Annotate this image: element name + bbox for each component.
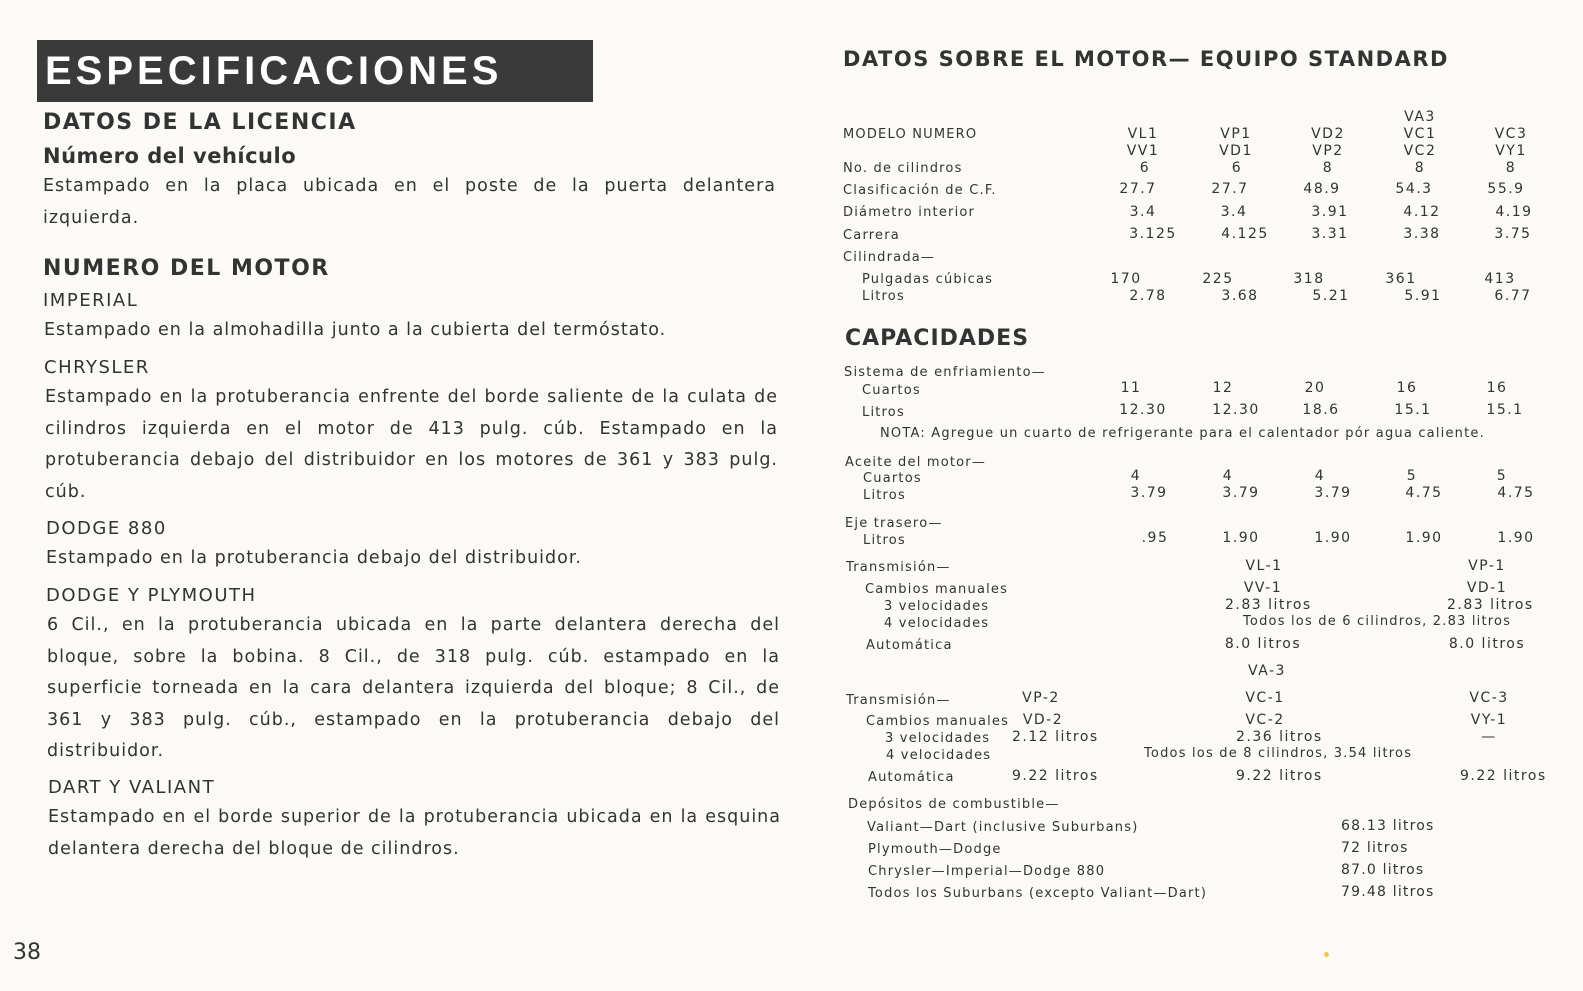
model-number-label: MODELO NUMERO bbox=[843, 127, 978, 142]
oil-quarts-value: 4 bbox=[1130, 468, 1142, 484]
chrysler-heading: CHRYSLER bbox=[44, 357, 150, 378]
dodge-plymouth-heading: DODGE Y PLYMOUTH bbox=[46, 585, 257, 606]
trans1-3speed-a: 2.83 litros bbox=[1225, 597, 1312, 613]
axle-liters-value: .95 bbox=[1141, 530, 1169, 546]
model-col1-line1: VL1 bbox=[1127, 126, 1159, 142]
trans1-model-b1: VP-1 bbox=[1468, 558, 1506, 574]
four-speed-label: 4 velocidades bbox=[884, 616, 990, 631]
manual-label-2: Cambios manuales bbox=[866, 714, 1010, 729]
trans2-model-d0: VA-3 bbox=[1248, 663, 1286, 679]
liters-value: 2.78 bbox=[1129, 288, 1167, 304]
oil-quarts-value: 5 bbox=[1406, 468, 1418, 484]
dart-valiant-heading: DART Y VALIANT bbox=[48, 777, 216, 798]
dodge880-text: Estampado en la protuberancia debajo del distribuidor. bbox=[46, 548, 582, 568]
fuel-tank-value: 87.0 litros bbox=[1341, 862, 1425, 878]
model-col2-line2: VD1 bbox=[1219, 143, 1253, 159]
displacement-label: Cilindrada— bbox=[843, 250, 936, 265]
axle-liters-value: 1.90 bbox=[1497, 530, 1535, 546]
trans2-4speed-note: Todos los de 8 cilindros, 3.54 litros bbox=[1144, 746, 1413, 761]
model-col3-line2: VP2 bbox=[1312, 143, 1344, 159]
trans1-4speed-note: Todos los de 6 cilindros, 2.83 litros bbox=[1243, 614, 1512, 629]
cylinders-label: No. de cilindros bbox=[843, 161, 963, 176]
cooling-liters-value: 18.6 bbox=[1302, 402, 1340, 418]
vehicle-number-text: Estampado en la placa ubicada en el poste de la puerta delantera izquierda. bbox=[43, 176, 776, 228]
cooling-liters-value: 15.1 bbox=[1486, 402, 1524, 418]
cooling-liters-value: 15.1 bbox=[1394, 402, 1432, 418]
bore-label: Diámetro interior bbox=[843, 205, 976, 220]
automatic-label: Automática bbox=[866, 638, 953, 653]
axle-liters-label: Litros bbox=[863, 533, 906, 548]
bore-value: 3.4 bbox=[1220, 204, 1248, 220]
cylinders-value: 6 bbox=[1139, 160, 1151, 176]
fuel-tank-name: Chrysler—Imperial—Dodge 880 bbox=[868, 864, 1106, 879]
heater-note: NOTA: Agregue un cuarto de refrigerante para el calentador pór agua caliente. bbox=[880, 426, 1485, 441]
axle-liters-value: 1.90 bbox=[1314, 530, 1352, 546]
cylinders-value: 8 bbox=[1505, 160, 1517, 176]
fuel-tank-name: Valiant—Dart (inclusive Suburbans) bbox=[867, 820, 1139, 835]
manual-label: Cambios manuales bbox=[865, 582, 1009, 597]
oil-liters-value: 3.79 bbox=[1130, 485, 1168, 501]
cooling-liters-value: 12.30 bbox=[1119, 402, 1167, 418]
automatic-label-2: Automática bbox=[868, 770, 955, 785]
engine-oil-label: Aceite del motor— bbox=[845, 455, 987, 470]
cooling-liters-value: 12.30 bbox=[1212, 402, 1260, 418]
cooling-quarts-value: 11 bbox=[1120, 380, 1142, 396]
cubic-inches-value: 413 bbox=[1484, 271, 1516, 287]
cylinders-value: 8 bbox=[1414, 160, 1426, 176]
fuel-tank-value: 79.48 litros bbox=[1341, 884, 1435, 900]
cubic-inches-value: 318 bbox=[1293, 271, 1325, 287]
oil-liters-value: 3.79 bbox=[1314, 485, 1352, 501]
fuel-tank-value: 68.13 litros bbox=[1341, 818, 1435, 834]
cubic-inches-value: 361 bbox=[1385, 271, 1417, 287]
trans2-model-e1: VC-3 bbox=[1469, 690, 1509, 706]
hp-value: 54.3 bbox=[1395, 181, 1433, 197]
trans1-model-a2: VV-1 bbox=[1243, 580, 1283, 596]
trans2-auto-c: 9.22 litros bbox=[1012, 768, 1099, 784]
trans2-auto-e: 9.22 litros bbox=[1460, 768, 1547, 784]
trans2-model-c2: VD-2 bbox=[1022, 712, 1064, 728]
oil-liters-value: 4.75 bbox=[1497, 485, 1535, 501]
trans2-3speed-e: — bbox=[1481, 729, 1497, 745]
fuel-tank-name: Todos los Suburbans (excepto Valiant—Dart) bbox=[868, 886, 1208, 901]
stroke-value: 3.31 bbox=[1311, 226, 1349, 242]
cooling-quarts-value: 20 bbox=[1304, 380, 1326, 396]
trans1-model-b2: VD-1 bbox=[1466, 580, 1508, 596]
oil-quarts-value: 4 bbox=[1314, 468, 1326, 484]
dodge880-heading: DODGE 880 bbox=[46, 518, 167, 539]
trans2-3speed-c: 2.12 litros bbox=[1012, 729, 1099, 745]
trans2-3speed-d: 2.36 litros bbox=[1236, 729, 1323, 745]
cooling-quarts-label: Cuartos bbox=[862, 383, 921, 398]
transmission-label-2: Transmisión— bbox=[846, 693, 951, 708]
oil-quarts-label: Cuartos bbox=[863, 471, 922, 486]
fuel-tanks-label: Depósitos de combustible— bbox=[848, 797, 1060, 812]
vehicle-number-heading: Número del vehículo bbox=[43, 144, 297, 168]
oil-liters-value: 3.79 bbox=[1222, 485, 1260, 501]
capacities-heading: CAPACIDADES bbox=[845, 326, 1030, 351]
model-col4-line2: VC1 bbox=[1403, 126, 1437, 142]
cubic-inches-value: 170 bbox=[1110, 271, 1142, 287]
hp-value: 55.9 bbox=[1487, 181, 1525, 197]
model-col5-line2: VY1 bbox=[1495, 143, 1527, 159]
cylinders-value: 8 bbox=[1322, 160, 1334, 176]
dart-valiant-text: Estampado en el borde superior de la protuberancia ubicada en la esquina delantera derecha del bloque de cilindros. bbox=[48, 807, 781, 859]
cubic-inches-value: 225 bbox=[1202, 271, 1234, 287]
chrysler-text: Estampado en la protuberancia enfrente del borde saliente de la culata de cilindros izquierda en el motor de 413 pulg. cúb. Estampado en la protuberancia debajo del distribuidor en los motores de 361 y 383 pulg. cúb. bbox=[45, 387, 778, 502]
engine-number-heading: NUMERO DEL MOTOR bbox=[43, 256, 330, 281]
cooling-system-label: Sistema de enfriamiento— bbox=[844, 365, 1046, 380]
fuel-tank-value: 72 litros bbox=[1341, 840, 1409, 856]
liters-value: 5.21 bbox=[1312, 288, 1350, 304]
trans2-auto-d: 9.22 litros bbox=[1236, 768, 1323, 784]
bore-value: 4.12 bbox=[1403, 204, 1441, 220]
cooling-liters-label: Litros bbox=[862, 405, 905, 420]
cylinders-value: 6 bbox=[1231, 160, 1243, 176]
axle-liters-value: 1.90 bbox=[1405, 530, 1443, 546]
model-col4-line1: VA3 bbox=[1404, 109, 1436, 125]
bore-value: 3.91 bbox=[1311, 204, 1349, 220]
stroke-label: Carrera bbox=[843, 228, 900, 243]
engine-data-title: DATOS SOBRE EL MOTOR— EQUIPO STANDARD bbox=[843, 47, 1449, 71]
model-col5-line1: VC3 bbox=[1494, 126, 1528, 142]
trans2-model-d2: VC-2 bbox=[1245, 712, 1285, 728]
trans1-3speed-b: 2.83 litros bbox=[1447, 597, 1534, 613]
bore-value: 3.4 bbox=[1129, 204, 1157, 220]
three-speed-label-2: 3 velocidades bbox=[885, 731, 991, 746]
bore-value: 4.19 bbox=[1495, 204, 1533, 220]
stroke-value: 3.38 bbox=[1403, 226, 1441, 242]
dodge-plymouth-text: 6 Cil., en la protuberancia ubicada en la parte delantera derecha del bloque, sobre la bobina. 8 Cil., de 318 pulg. cúb. estampado en la superficie torneada en la cara delantera izquierda del bloque; 8 Cil., de 361 y 383 pulg. cúb., estampado en la protuberancia debajo del distribuidor. bbox=[47, 615, 780, 761]
license-heading: DATOS DE LA LICENCIA bbox=[43, 110, 357, 135]
model-col4-line3: VC2 bbox=[1403, 143, 1437, 159]
oil-quarts-value: 5 bbox=[1496, 468, 1508, 484]
hp-value: 48.9 bbox=[1303, 181, 1341, 197]
trans1-auto-a: 8.0 litros bbox=[1224, 636, 1302, 652]
cooling-quarts-value: 16 bbox=[1396, 380, 1418, 396]
liters-value: 6.77 bbox=[1494, 288, 1532, 304]
axle-liters-value: 1.90 bbox=[1222, 530, 1260, 546]
model-col2-line1: VP1 bbox=[1220, 126, 1252, 142]
trans1-model-a1: VL-1 bbox=[1245, 558, 1283, 574]
oil-quarts-value: 4 bbox=[1222, 468, 1234, 484]
paper-speck bbox=[1324, 952, 1329, 957]
oil-liters-label: Litros bbox=[863, 488, 906, 503]
hp-rating-label: Clasificación de C.F. bbox=[843, 183, 997, 198]
fuel-tank-name: Plymouth—Dodge bbox=[868, 842, 1002, 857]
model-col3-line1: VD2 bbox=[1311, 126, 1345, 142]
liters-label: Litros bbox=[862, 289, 905, 304]
rear-axle-label: Eje trasero— bbox=[845, 516, 943, 531]
cooling-quarts-value: 12 bbox=[1212, 380, 1234, 396]
model-col1-line2: VV1 bbox=[1126, 143, 1160, 159]
page-number: 38 bbox=[13, 940, 41, 965]
imperial-text: Estampado en la almohadilla junto a la cubierta del termóstato. bbox=[44, 320, 667, 340]
liters-value: 3.68 bbox=[1221, 288, 1259, 304]
liters-value: 5.91 bbox=[1404, 288, 1442, 304]
trans2-model-c1: VP-2 bbox=[1022, 690, 1060, 706]
imperial-heading: IMPERIAL bbox=[43, 290, 139, 311]
transmission-label: Transmisión— bbox=[846, 560, 951, 575]
three-speed-label: 3 velocidades bbox=[884, 599, 990, 614]
oil-liters-value: 4.75 bbox=[1405, 485, 1443, 501]
hp-value: 27.7 bbox=[1211, 181, 1249, 197]
four-speed-label-2: 4 velocidades bbox=[886, 748, 992, 763]
trans2-model-e2: VY-1 bbox=[1470, 712, 1508, 728]
stroke-value: 3.125 bbox=[1129, 226, 1177, 242]
stroke-value: 3.75 bbox=[1494, 226, 1532, 242]
section-banner: ESPECIFICACIONES bbox=[37, 40, 593, 102]
cubic-inches-label: Pulgadas cúbicas bbox=[862, 272, 994, 287]
trans1-auto-b: 8.0 litros bbox=[1448, 636, 1526, 652]
trans2-model-d1: VC-1 bbox=[1245, 690, 1285, 706]
cooling-quarts-value: 16 bbox=[1486, 380, 1508, 396]
hp-value: 27.7 bbox=[1119, 181, 1157, 197]
stroke-value: 4.125 bbox=[1221, 226, 1269, 242]
